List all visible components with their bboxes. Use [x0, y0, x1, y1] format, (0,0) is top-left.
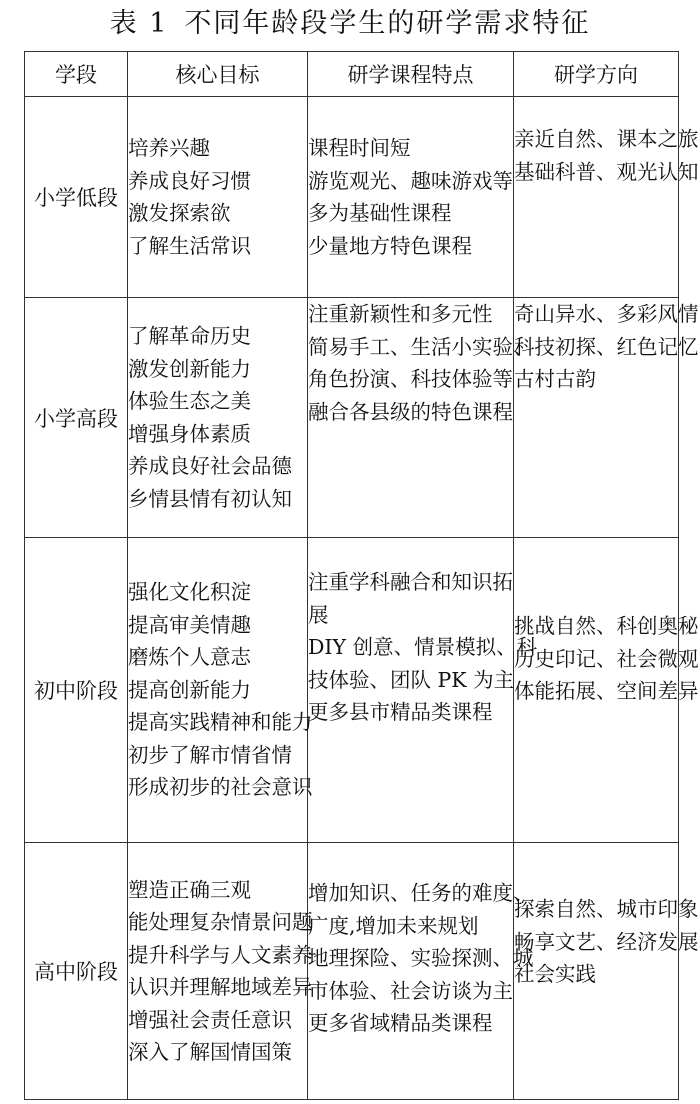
course-item: 多为基础性课程 [308, 201, 452, 225]
direction-item: 基础科普、观光认知 [514, 159, 699, 184]
goals-cell [128, 538, 313, 843]
goal-item: 提升科学与人文素养 [128, 942, 313, 967]
course-item: 游览观光、趣味游戏等 [308, 168, 513, 193]
course-item: DIY 创意、情景模拟、科 [308, 635, 538, 659]
stage-cell: 高中阶段 [25, 843, 128, 1100]
direction-item: 亲近自然、课本之旅 [514, 127, 699, 151]
goal-item: 增强身体素质 [128, 421, 251, 446]
table-number: 表 1 [109, 8, 169, 39]
header-core-goals: 核心目标 [128, 52, 308, 97]
table-row [25, 843, 679, 1100]
goals-cell [128, 298, 308, 538]
header-course-features: 研学课程特点 [308, 52, 514, 97]
table-row [25, 538, 679, 843]
course-item: 广度,增加未来规划 [308, 913, 479, 938]
direction-item: 体能拓展、空间差异 [514, 679, 699, 703]
goal-item: 形成初步的社会意识 [128, 775, 313, 800]
goal-item: 乡情县情有初认知 [128, 486, 292, 511]
goal-item: 增强社会责任意识 [128, 1007, 292, 1032]
table-row [25, 97, 679, 298]
goals-cell [128, 97, 308, 298]
directions-cell [514, 843, 699, 1100]
direction-item: 古村古韵 [514, 367, 596, 391]
goal-item: 提高创新能力 [128, 677, 251, 702]
direction-item: 奇山异水、多彩风情 [514, 302, 699, 326]
course-item: 少量地方特色课程 [308, 233, 472, 258]
goal-item: 养成良好习惯 [128, 168, 251, 193]
direction-item: 畅享文艺、经济发展 [514, 929, 699, 954]
stage-cell: 初中阶段 [25, 538, 128, 843]
course-item: 展 [308, 602, 329, 627]
goal-item: 能处理复杂情景问题 [128, 910, 313, 934]
stage-cell: 小学高段 [25, 298, 128, 538]
goal-item: 体验生态之美 [128, 389, 251, 413]
table-title: 不同年龄段学生的研学需求特征 [184, 8, 591, 39]
stage-cell: 小学低段 [25, 97, 128, 298]
table-row [25, 298, 679, 538]
course-item: 注重学科融合和知识拓 [308, 570, 513, 594]
goal-item: 强化文化积淀 [128, 580, 251, 605]
goal-item: 养成良好社会品德 [128, 454, 292, 478]
course-item: 角色扮演、科技体验等 [308, 367, 513, 391]
goal-item: 提高实践精神和能力 [128, 710, 313, 735]
course-item: 技体验、团队 PK 为主 [308, 667, 515, 692]
courses-cell [308, 843, 534, 1100]
courses-cell [308, 538, 538, 843]
table-caption [0, 6, 700, 42]
goal-item: 提高审美情趣 [128, 612, 251, 637]
goal-item: 激发探索欲 [128, 201, 231, 225]
course-item: 增加知识、任务的难度、 [308, 881, 534, 905]
goal-item: 初步了解市情省情 [128, 742, 292, 767]
course-item: 更多省域精品类课程 [308, 1011, 493, 1035]
direction-item: 探索自然、城市印象 [514, 897, 699, 921]
goal-item: 认识并理解地域差异 [128, 975, 313, 999]
direction-item: 社会实践 [514, 962, 596, 986]
directions-cell [514, 298, 699, 538]
directions-cell [514, 538, 699, 843]
goal-item: 了解革命历史 [128, 324, 251, 348]
direction-item: 历史印记、社会微观 [514, 646, 699, 671]
goal-item: 培养兴趣 [128, 136, 210, 160]
header-stage: 学段 [25, 52, 128, 97]
courses-cell [308, 298, 534, 538]
direction-item: 挑战自然、科创奥秘 [514, 614, 699, 638]
study-needs-table [24, 51, 699, 1100]
goal-item: 激发创新能力 [128, 356, 251, 381]
goals-cell [128, 843, 313, 1100]
header-study-directions: 研学方向 [514, 52, 679, 97]
course-item: 地理探险、实验探测、城 [308, 946, 534, 970]
goal-item: 磨炼个人意志 [128, 645, 251, 670]
goal-item: 塑造正确三观 [128, 877, 251, 902]
courses-cell [308, 97, 514, 298]
course-item: 市体验、社会访谈为主 [308, 978, 513, 1003]
directions-cell [514, 97, 699, 298]
course-item: 融合各县级的特色课程 [308, 399, 513, 424]
direction-item: 科技初探、红色记忆 [514, 334, 699, 359]
course-item: 简易手工、生活小实验、 [308, 334, 534, 359]
goal-item: 了解生活常识 [128, 233, 251, 258]
course-item: 更多县市精品类课程 [308, 700, 493, 724]
course-item: 注重新颖性和多元性 [308, 302, 493, 326]
course-item: 课程时间短 [308, 136, 411, 160]
goal-item: 深入了解国情国策 [128, 1040, 292, 1064]
header-row [25, 52, 679, 97]
